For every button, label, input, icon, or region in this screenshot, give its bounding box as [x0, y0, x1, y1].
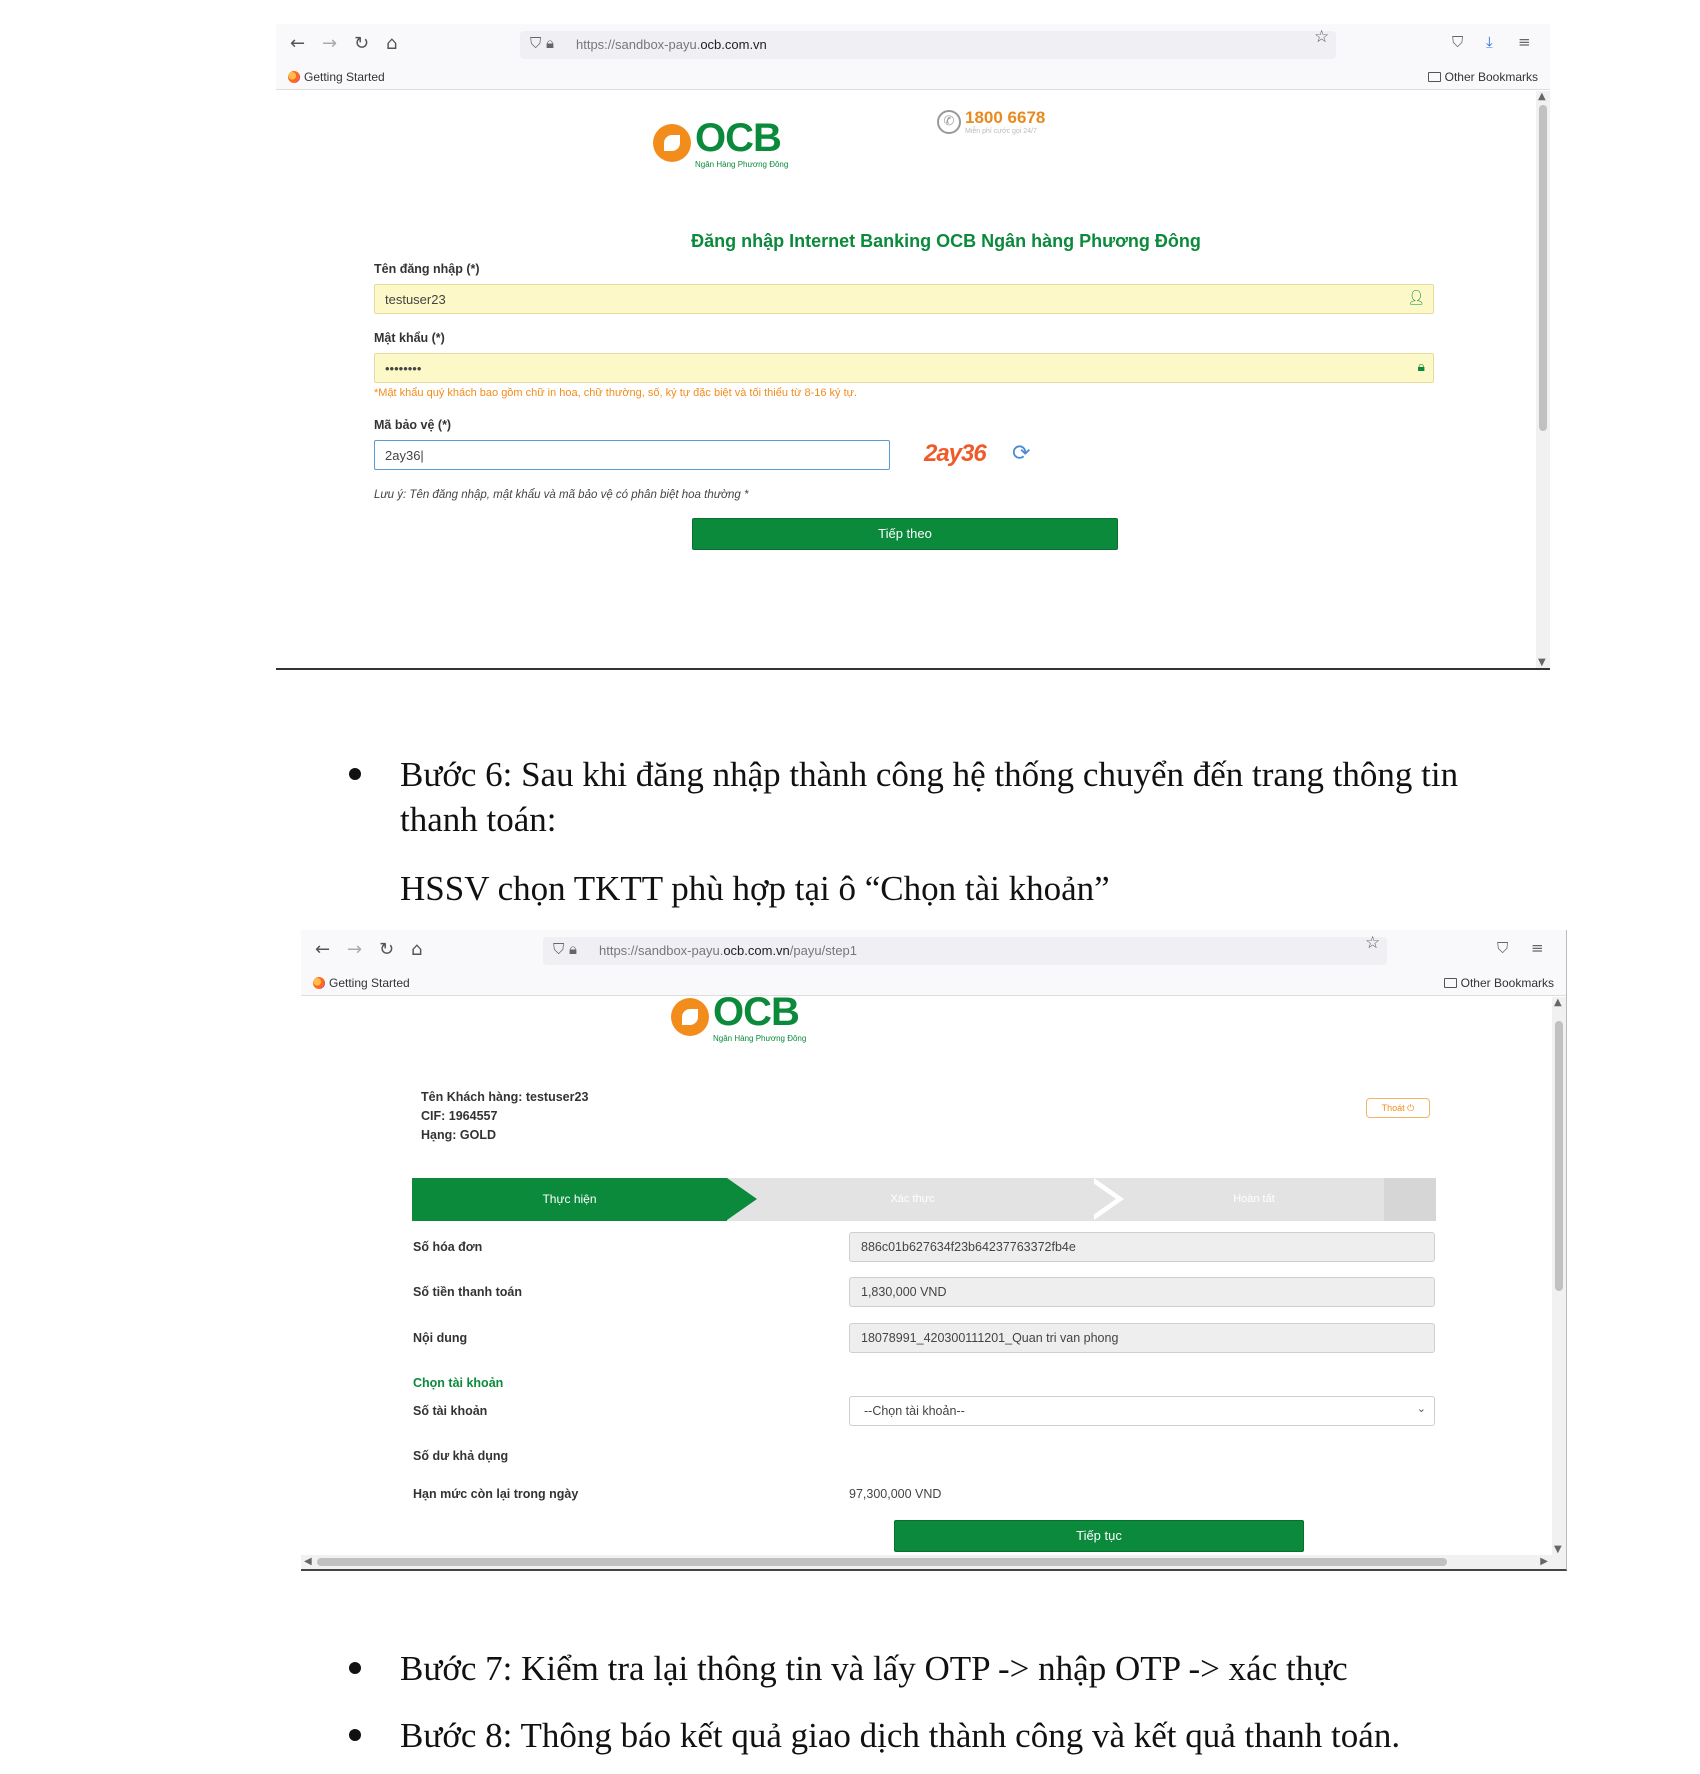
captcha-value: 2ay36	[385, 448, 421, 463]
user-icon: 👤︎	[1407, 290, 1425, 306]
captcha-label: Mã bảo vệ (*)	[374, 418, 452, 432]
hotline-number: 1800 6678	[965, 108, 1046, 127]
browser-toolbar	[301, 930, 1566, 970]
choose-account-heading: Chọn tài khoản	[413, 1376, 504, 1390]
next-button[interactable]: Tiếp theo	[692, 518, 1118, 550]
customer-cif: CIF: 1964557	[421, 1109, 498, 1123]
continue-button[interactable]: Tiếp tục	[894, 1520, 1304, 1552]
step-execute: Thực hiện	[412, 1178, 727, 1221]
phone-icon: ✆	[937, 110, 961, 134]
chevron-down-icon: ⌄	[1416, 1402, 1426, 1415]
ocb-logo-icon	[671, 998, 709, 1036]
bookmark-getting-started[interactable]: Getting Started	[288, 70, 385, 84]
home-icon[interactable]: ⌂	[386, 33, 398, 54]
horizontal-scrollbar[interactable]	[301, 1555, 1566, 1569]
limit-value: 97,300,000 VND	[849, 1487, 942, 1501]
folder-icon	[1428, 72, 1441, 82]
refresh-captcha-icon[interactable]: ⟳	[1012, 441, 1031, 466]
captcha-image: 2ay36	[924, 440, 986, 467]
content-field: 18078991_420300111201_Quan tri van phong	[849, 1323, 1435, 1353]
hotline-subtitle: Miễn phí cước gọi 24/7	[965, 128, 1037, 135]
progress-steps	[412, 1178, 1436, 1221]
back-icon[interactable]: ←	[315, 939, 331, 960]
bookmark-other[interactable]: Other Bookmarks	[1428, 70, 1538, 84]
menu-icon[interactable]: ≡	[1518, 33, 1531, 51]
step-verify: Xác thực	[890, 1193, 935, 1205]
forward-icon[interactable]: →	[347, 939, 363, 960]
password-value: ••••••••	[385, 361, 422, 376]
step-end	[1384, 1178, 1436, 1221]
vertical-scrollbar[interactable]	[1552, 997, 1566, 1555]
ocb-logo-text: OCB	[695, 116, 781, 160]
scroll-up-icon[interactable]: ▲	[1538, 91, 1546, 102]
balance-label: Số dư khả dụng	[413, 1449, 509, 1463]
amount-label: Số tiền thanh toán	[413, 1285, 523, 1299]
vertical-scrollbar[interactable]	[1536, 91, 1550, 668]
shield-lock-icon: ⛉ 🔒︎	[553, 940, 577, 958]
password-hint: *Mật khẩu quý khách bao gồm chữ in hoa, chữ thường, số, ký tự đặc biệt và tối thiểu từ 8-16 ký tự.	[374, 387, 858, 399]
payment-browser-window	[301, 930, 1567, 1571]
password-label: Mật khẩu (*)	[374, 331, 445, 345]
url-text: https://sandbox-payu.ocb.com.vn	[576, 37, 767, 52]
scroll-down-icon[interactable]: ▼	[1554, 1544, 1562, 1555]
scroll-up-icon[interactable]: ▲	[1554, 997, 1562, 1008]
account-number-label: Số tài khoản	[413, 1404, 488, 1418]
bookmark-getting-started[interactable]: Getting Started	[313, 976, 410, 990]
login-title: Đăng nhập Internet Banking OCB Ngân hàng Phương Đông	[691, 231, 1201, 251]
url-text: https://sandbox-payu.ocb.com.vn/payu/step1	[599, 943, 858, 958]
back-icon[interactable]: ←	[290, 33, 306, 54]
amount-field: 1,830,000 VND	[849, 1277, 1435, 1307]
limit-label: Hạn mức còn lại trong ngày	[413, 1487, 579, 1501]
case-sensitive-note: Lưu ý: Tên đăng nhập, mật khẩu và mã bảo vệ có phân biệt hoa thường *	[374, 489, 749, 501]
ocb-logo-icon	[653, 124, 691, 162]
reload-icon[interactable]: ↻	[379, 939, 395, 960]
step6-line3: HSSV chọn TKTT phù hợp tại ô “Chọn tài khoản”	[400, 869, 1110, 908]
invoice-field: 886c01b627634f23b64237763372fb4e	[849, 1232, 1435, 1262]
password-input[interactable]	[374, 353, 1434, 383]
shield-lock-icon: ⛉ 🔒︎	[530, 34, 554, 52]
step7-text: Bước 7: Kiểm tra lại thông tin và lấy OTP -> nhập OTP -> xác thực	[400, 1649, 1348, 1688]
scroll-down-icon[interactable]: ▼	[1538, 657, 1546, 668]
scroll-thumb[interactable]	[1539, 105, 1547, 431]
ocb-logo-text: OCB	[713, 990, 799, 1034]
step8-text: Bước 8: Thông báo kết quả giao dịch thành công và kết quả thanh toán.	[400, 1716, 1401, 1755]
horizontal-scroll-thumb[interactable]	[317, 1558, 1447, 1566]
pocket-icon[interactable]: ⛉	[1497, 939, 1509, 957]
step6-line2: thanh toán:	[400, 800, 557, 839]
customer-rank: Hạng: GOLD	[421, 1128, 496, 1142]
firefox-icon	[313, 977, 325, 989]
username-value: testuser23	[385, 292, 446, 307]
bullet	[349, 1662, 361, 1674]
bookmark-star-icon[interactable]: ☆	[1365, 933, 1381, 953]
step6-line1: Bước 6: Sau khi đăng nhập thành công hệ thống chuyển đến trang thông tin	[400, 755, 1459, 794]
lock-icon: 🔒︎	[1417, 359, 1425, 375]
invoice-label: Số hóa đơn	[413, 1240, 483, 1254]
bookmark-star-icon[interactable]: ☆	[1314, 27, 1330, 47]
captcha-input[interactable]: 2ay36|	[374, 440, 890, 470]
browser-toolbar	[276, 24, 1550, 64]
ocb-logo-subtitle: Ngân Hàng Phương Đông	[695, 160, 789, 169]
address-bar[interactable]	[520, 31, 1336, 59]
username-input[interactable]	[374, 284, 1434, 314]
account-select[interactable]	[849, 1396, 1435, 1426]
address-bar[interactable]	[543, 937, 1387, 965]
download-icon[interactable]: ⤓	[1486, 33, 1493, 51]
username-label: Tên đăng nhập (*)	[374, 262, 480, 276]
step-complete: Hoàn tất	[1233, 1193, 1275, 1205]
scroll-right-icon[interactable]: ▶	[1540, 1556, 1548, 1567]
customer-name: Tên Khách hàng: testuser23	[421, 1090, 589, 1104]
step-divider	[1094, 1178, 1124, 1220]
home-icon[interactable]: ⌂	[411, 939, 423, 960]
login-browser-window	[276, 24, 1550, 670]
content-label: Nội dung	[413, 1331, 468, 1345]
bullet	[349, 1729, 361, 1741]
customer-info	[421, 1088, 588, 1145]
scroll-thumb[interactable]	[1555, 1021, 1563, 1291]
pocket-icon[interactable]: ⛉	[1452, 33, 1464, 51]
reload-icon[interactable]: ↻	[354, 33, 370, 54]
scroll-left-icon[interactable]: ◀	[304, 1556, 312, 1567]
firefox-icon	[288, 71, 300, 83]
logout-button[interactable]: Thoát ⏻	[1366, 1098, 1430, 1118]
bookmarks-bar	[301, 970, 1566, 996]
forward-icon[interactable]: →	[322, 33, 338, 54]
ocb-logo-subtitle: Ngân Hàng Phương Đông	[713, 1034, 807, 1043]
folder-icon	[1444, 978, 1457, 988]
bookmarks-bar	[276, 64, 1550, 90]
bookmark-other[interactable]: Other Bookmarks	[1444, 976, 1554, 990]
menu-icon[interactable]: ≡	[1531, 939, 1544, 957]
account-select-value: --Chọn tài khoản--	[864, 1404, 965, 1418]
bullet	[349, 768, 361, 780]
